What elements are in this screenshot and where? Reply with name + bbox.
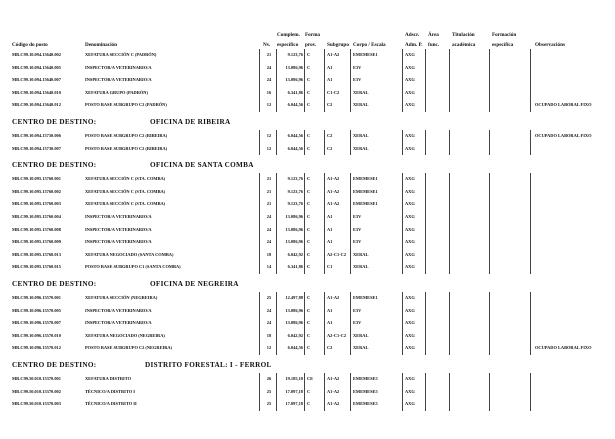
post-body-scale: EMEMESE1 [353, 295, 378, 300]
post-code: MR.C99.10.094.15640.007 [12, 77, 61, 83]
column-divider [530, 49, 531, 112]
post-subgroup: A2-C1-C2 [327, 251, 347, 257]
post-level: 25 [266, 295, 272, 300]
column-divider [304, 49, 305, 112]
post-subgroup: A1-A2 [327, 176, 340, 182]
section-label: CENTRO DE DESTINO: [12, 118, 97, 126]
column-divider [449, 373, 450, 411]
column-divider [425, 173, 426, 274]
post-adscription: AXG [405, 251, 415, 257]
post-denomination: XEFATURA SECCIÓN C (STA. COMBA) [85, 201, 166, 207]
column-divider [304, 130, 305, 155]
post-code: MR.C99.10.094.15730.006 [12, 133, 61, 138]
post-code: MR.C99.10.096.15570.001 [12, 295, 61, 300]
post-level: 12 [266, 345, 272, 351]
post-adscription: AXG [405, 295, 415, 300]
post-denomination: POSTO BASE SUBGRUPO C2 (RIBEIRA) [85, 133, 168, 138]
post-denomination: POSTO BASE SUBGRUPO C1 (SANTA COMBA) [85, 264, 181, 270]
post-provision-form: CE [307, 376, 314, 381]
post-provision-form: C [307, 307, 311, 313]
column-divider [530, 173, 531, 274]
post-complement: 13.086,96 [285, 226, 303, 232]
post-body-scale: XERAL [353, 345, 369, 351]
header-forma: Forma [305, 32, 320, 38]
post-denomination: POSTO BASE SUBGRUPO C2 (PADRÓN) [85, 102, 167, 108]
post-denomination: INSPECTOR/A VETERINARIO/A [85, 239, 152, 245]
post-level: 12 [266, 102, 272, 108]
post-complement: 13.086,96 [285, 307, 303, 313]
column-divider [449, 292, 450, 355]
post-body-scale: E3V [353, 64, 362, 70]
post-code: MR.C99.10.096.15570.005 [12, 307, 61, 313]
post-adscription: AXG [405, 376, 415, 381]
post-provision-form: C [307, 226, 311, 232]
post-level: 12 [266, 133, 272, 138]
post-provision-form: C [307, 188, 311, 194]
post-level: 24 [266, 77, 272, 83]
post-adscription: AXG [405, 176, 415, 182]
post-complement: 9.123,76 [287, 188, 303, 194]
post-provision-form: C [307, 295, 311, 300]
post-subgroup: A1-A2 [327, 388, 340, 394]
post-level: 18 [266, 332, 272, 338]
post-code: MR.C99.10.094.15640.010 [12, 89, 61, 95]
post-code: MR.C99.10.096.15570.012 [12, 345, 61, 351]
section-label: CENTRO DE DESTINO: [12, 280, 97, 288]
post-body-scale: XERAL [353, 89, 369, 95]
post-code: MR.C99.50.010.15370.003 [12, 401, 61, 407]
post-code: MR.C99.10.095.15760.013 [12, 251, 61, 257]
column-divider [425, 292, 426, 355]
post-code: MR.C99.10.094.15640.002 [12, 52, 61, 57]
header-complem: Complem. [277, 32, 300, 38]
post-complement: 6.044,56 [287, 345, 303, 351]
post-complement: 13.086,96 [285, 320, 303, 326]
post-subgroup: C2 [327, 345, 333, 351]
post-subgroup: A1-A2 [327, 52, 340, 57]
column-divider [449, 130, 450, 155]
section-heading [0, 359, 615, 373]
column-divider [425, 373, 426, 411]
post-provision-form: C [307, 201, 311, 207]
post-complement: 17.097,18 [285, 401, 303, 407]
post-subgroup: C2 [327, 145, 333, 151]
column-divider [489, 49, 490, 112]
header-adm-p: Adm. P. [405, 42, 423, 48]
column-divider [259, 373, 260, 411]
post-adscription: AXG [405, 239, 415, 245]
post-adscription: AXG [405, 102, 415, 108]
column-divider [489, 130, 490, 155]
table-row [0, 186, 615, 198]
post-adscription: AXG [405, 188, 415, 194]
post-level: 12 [266, 145, 272, 151]
post-level: 21 [266, 52, 272, 57]
column-divider [402, 173, 403, 274]
section-name: DISTRITO FORESTAL: I - FERROL [145, 361, 272, 369]
column-divider [324, 173, 325, 274]
post-provision-form: C [307, 64, 311, 70]
column-divider [530, 130, 531, 155]
table-row [0, 398, 615, 410]
post-level: 21 [266, 176, 272, 182]
post-subgroup: C1 [327, 264, 333, 270]
post-denomination: POSTO BASE SUBGRUPO C2 (RIBEIRA) [85, 145, 168, 151]
post-denomination: XEFATURA SECCIÓN C (STA. COMBA) [85, 188, 166, 194]
post-provision-form: C [307, 214, 311, 219]
post-level: 21 [266, 188, 272, 194]
post-code: MR.C99.10.095.15760.003 [12, 201, 61, 207]
header-nv: Nv. [263, 42, 271, 48]
post-body-scale: XERAL [353, 145, 369, 151]
table-row [0, 292, 615, 304]
post-code: MR.C99.10.095.15760.004 [12, 214, 61, 219]
column-divider [425, 130, 426, 155]
post-body-scale: E3V [353, 239, 362, 245]
post-denomination: INSPECTOR/A VETERINARIO/A [85, 226, 152, 232]
post-denomination: XEFATURA NEGOCIADO (SANTA COMBA) [85, 251, 174, 257]
post-code: MR.C99.10.095.15760.008 [12, 226, 61, 232]
header-formacion-especifica: específica [492, 42, 514, 48]
post-complement: 9.123,76 [287, 52, 303, 57]
post-body-scale: EMEMESE1 [353, 52, 378, 57]
post-subgroup: C2 [327, 102, 333, 108]
post-adscription: AXG [405, 145, 415, 151]
table-row [0, 87, 615, 99]
post-denomination: INSPECTOR/A VETERINARIO/A [85, 64, 152, 70]
post-complement: 6.044,56 [287, 102, 303, 108]
post-complement: 19.185,10 [285, 376, 303, 381]
post-provision-form: C [307, 264, 311, 270]
post-provision-form: C [307, 176, 311, 182]
post-level: 25 [266, 388, 272, 394]
post-body-scale: EMEMESE5 [353, 376, 378, 381]
post-adscription: AXG [405, 89, 415, 95]
post-code: MR.C99.10.095.15760.015 [12, 264, 61, 270]
post-adscription: AXG [405, 320, 415, 326]
header-func: func. [428, 42, 440, 48]
header-codigo-posto: Código do posto [12, 42, 48, 48]
post-provision-form: C [307, 251, 311, 257]
column-divider [304, 173, 305, 274]
post-adscription: AXG [405, 332, 415, 338]
column-divider [425, 49, 426, 112]
post-denomination: INSPECTOR/A VETERINARIO/A [85, 320, 152, 326]
post-level: 24 [266, 64, 272, 70]
post-denomination: TÉCNICO/A DISTRITO II [85, 401, 137, 407]
column-divider [324, 292, 325, 355]
post-observations: OCUPADO LABORAL FIXO [535, 345, 592, 351]
column-divider [449, 49, 450, 112]
post-denomination: INSPECTOR/A VETERINARIO/A [85, 214, 152, 219]
column-divider [489, 173, 490, 274]
post-adscription: AXG [405, 77, 415, 83]
section-name: OFICINA DE RIBEIRA [150, 118, 231, 126]
table-row [0, 62, 615, 74]
table-row [0, 305, 615, 317]
table-row [0, 211, 615, 223]
post-body-scale: XERAL [353, 251, 369, 257]
header-prov: prov. [305, 42, 317, 48]
table-row [0, 74, 615, 86]
post-level: 24 [266, 239, 272, 245]
post-complement: 9.123,76 [287, 176, 303, 182]
post-body-scale: XERAL [353, 102, 369, 108]
column-divider [350, 292, 351, 355]
column-divider [530, 292, 531, 355]
column-divider [259, 130, 260, 155]
post-adscription: AXG [405, 64, 415, 70]
post-observations: OCUPADO LABORAL FIXO [535, 133, 592, 138]
column-divider [324, 130, 325, 155]
header-formacion: Formación [492, 32, 517, 38]
post-adscription: AXG [405, 307, 415, 313]
post-body-scale: EMEMESE5 [353, 401, 378, 407]
post-subgroup: A1 [327, 226, 333, 232]
table-row [0, 143, 615, 155]
post-subgroup: A1-A2 [327, 295, 340, 300]
header-area: Área [428, 32, 439, 38]
table-row [0, 373, 615, 385]
section-name: OFICINA DE NEGREIRA [150, 280, 239, 288]
post-denomination: XEFATURA SECCIÓN C (PADRÓN) [85, 52, 157, 57]
post-subgroup: A2-C1-C2 [327, 332, 347, 338]
header-adscr: Adscr. [405, 32, 420, 38]
post-level: 21 [266, 201, 272, 207]
post-body-scale: XERAL [353, 332, 369, 338]
post-denomination: INSPECTOR/A VETERINARIO/A [85, 307, 152, 313]
column-divider [276, 292, 277, 355]
post-code: MR.C99.10.096.15570.007 [12, 320, 61, 326]
section-heading [0, 159, 615, 173]
post-level: 26 [266, 376, 272, 381]
section-heading [0, 278, 615, 292]
post-code: MR.C99.10.094.15640.012 [12, 102, 61, 108]
column-divider [259, 292, 260, 355]
column-divider [489, 292, 490, 355]
post-level: 25 [266, 401, 272, 407]
post-subgroup: A1 [327, 64, 333, 70]
column-divider [324, 49, 325, 112]
column-divider [489, 373, 490, 411]
table-row [0, 249, 615, 261]
post-complement: 13.086,96 [285, 77, 303, 83]
post-subgroup: A1 [327, 77, 333, 83]
section-label: CENTRO DE DESTINO: [12, 361, 97, 369]
post-provision-form: C [307, 388, 311, 394]
post-provision-form: C [307, 102, 311, 108]
header-especifico: específico [277, 42, 299, 48]
table-row [0, 130, 615, 142]
table-row [0, 198, 615, 210]
column-divider [304, 292, 305, 355]
column-divider [276, 373, 277, 411]
post-subgroup: A1-A2 [327, 376, 340, 381]
post-adscription: AXG [405, 133, 415, 138]
column-divider [350, 173, 351, 274]
post-body-scale: XERAL [353, 133, 369, 138]
table-row [0, 236, 615, 248]
post-level: 24 [266, 320, 272, 326]
column-divider [350, 49, 351, 112]
column-divider [304, 373, 305, 411]
post-complement: 6.341,86 [287, 89, 303, 95]
post-subgroup: A1-A2 [327, 188, 340, 194]
post-provision-form: C [307, 145, 311, 151]
header-titulacion: Titulación [452, 32, 475, 38]
post-subgroup: A1-A2 [327, 201, 340, 207]
post-adscription: AXG [405, 226, 415, 232]
post-code: MR.C99.10.094.15730.007 [12, 145, 61, 151]
post-complement: 12.497,88 [285, 295, 303, 300]
post-code: MR.C99.10.096.15570.010 [12, 332, 61, 338]
post-body-scale: EMEMESE1 [353, 201, 378, 207]
post-provision-form: C [307, 345, 311, 351]
post-denomination: TÉCNICO/A DISTRITO I [85, 388, 135, 394]
post-body-scale: E3V [353, 320, 362, 326]
header-academica: académica [452, 42, 476, 48]
post-subgroup: C1-C2 [327, 89, 340, 95]
post-body-scale: EMEMESE1 [353, 188, 378, 194]
column-divider [402, 373, 403, 411]
post-level: 18 [266, 251, 272, 257]
post-adscription: AXG [405, 345, 415, 351]
column-divider [276, 49, 277, 112]
post-denomination: XEFATURA DISTRITO [85, 376, 131, 381]
header-subgrupo: Subgrupo [327, 42, 349, 48]
post-denomination: INSPECTOR/A VETERINARIO/A [85, 77, 152, 83]
post-subgroup: A1 [327, 320, 333, 326]
post-provision-form: C [307, 52, 311, 57]
post-body-scale: E3V [353, 214, 362, 219]
post-body-scale: EMEMESE5 [353, 388, 378, 394]
post-subgroup: A1 [327, 214, 333, 219]
post-adscription: AXG [405, 201, 415, 207]
post-complement: 9.123,76 [287, 201, 303, 207]
post-adscription: AXG [405, 52, 415, 57]
post-level: 24 [266, 307, 272, 313]
post-code: MR.C99.50.010.15370.002 [12, 388, 61, 394]
column-divider [259, 173, 260, 274]
table-row [0, 224, 615, 236]
column-divider [276, 130, 277, 155]
header-observacions: Observacións [535, 42, 565, 48]
post-adscription: AXG [405, 264, 415, 270]
section-name: OFICINA DE SANTA COMBA [150, 161, 254, 170]
post-complement: 17.097,18 [285, 388, 303, 394]
post-body-scale: XERAL [353, 264, 369, 270]
post-body-scale: E3V [353, 77, 362, 83]
post-body-scale: EMEMESE1 [353, 176, 378, 182]
post-level: 16 [266, 89, 272, 95]
post-provision-form: C [307, 320, 311, 326]
post-level: 24 [266, 226, 272, 232]
post-complement: 6.042,92 [287, 332, 303, 338]
post-body-scale: E3V [353, 226, 362, 232]
post-denomination: XEFATURA SECCIÓN C (STA. COMBA) [85, 176, 166, 182]
column-divider [402, 130, 403, 155]
post-adscription: AXG [405, 401, 415, 407]
post-adscription: AXG [405, 214, 415, 219]
column-divider [350, 130, 351, 155]
post-subgroup: A1-A2 [327, 401, 340, 407]
post-level: 24 [266, 214, 272, 219]
column-divider [350, 373, 351, 411]
post-body-scale: E3V [353, 307, 362, 313]
table-row [0, 261, 615, 273]
post-code: MR.C99.50.010.15370.001 [12, 376, 61, 381]
header-denominacion: Denominación [85, 42, 117, 48]
section-label: CENTRO DE DESTINO: [12, 161, 97, 170]
post-provision-form: C [307, 239, 311, 245]
post-subgroup: A1 [327, 239, 333, 245]
table-row [0, 317, 615, 329]
table-row [0, 49, 615, 61]
post-complement: 13.086,96 [285, 214, 303, 219]
column-divider [449, 173, 450, 274]
post-complement: 13.086,96 [285, 64, 303, 70]
post-subgroup: C2 [327, 133, 333, 138]
column-divider [324, 373, 325, 411]
post-code: MR.C99.10.094.15640.005 [12, 64, 61, 70]
table-row [0, 386, 615, 398]
section-heading [0, 116, 615, 130]
header-corpo-escala: Corpo / Escala [353, 42, 386, 48]
post-code: MR.C99.10.095.15760.009 [12, 239, 61, 245]
table-row [0, 173, 615, 185]
post-complement: 13.086,96 [285, 239, 303, 245]
column-divider [402, 49, 403, 112]
post-provision-form: C [307, 332, 311, 338]
post-denomination: XEFATURA GRUPO (PADRÓN) [85, 89, 148, 95]
column-divider [402, 292, 403, 355]
post-code: MR.C99.10.095.15760.002 [12, 188, 61, 194]
post-level: 14 [266, 264, 272, 270]
post-provision-form: C [307, 77, 311, 83]
post-complement: 6.044,56 [287, 145, 303, 151]
column-divider [530, 373, 531, 411]
post-denomination: POSTO BASE SUBGRUPO C2 (NEGREIRA) [85, 345, 173, 351]
post-provision-form: C [307, 133, 311, 138]
post-subgroup: A1 [327, 307, 333, 313]
post-complement: 6.341,86 [287, 264, 303, 270]
post-complement: 6.044,56 [287, 133, 303, 138]
post-denomination: XEFATURA NEGOCIADO (NEGREIRA) [85, 332, 165, 338]
post-observations: OCUPADO LABORAL FIXO [535, 102, 592, 108]
post-provision-form: C [307, 89, 311, 95]
table-row [0, 330, 615, 342]
table-row [0, 99, 615, 111]
column-divider [259, 49, 260, 112]
post-code: MR.C99.10.095.15760.001 [12, 176, 61, 182]
table-row [0, 342, 615, 354]
post-provision-form: C [307, 401, 311, 407]
post-complement: 6.042,92 [287, 251, 303, 257]
post-denomination: XEFATURA SECCIÓN (NEGREIRA) [85, 295, 158, 300]
post-adscription: AXG [405, 388, 415, 394]
column-divider [276, 173, 277, 274]
